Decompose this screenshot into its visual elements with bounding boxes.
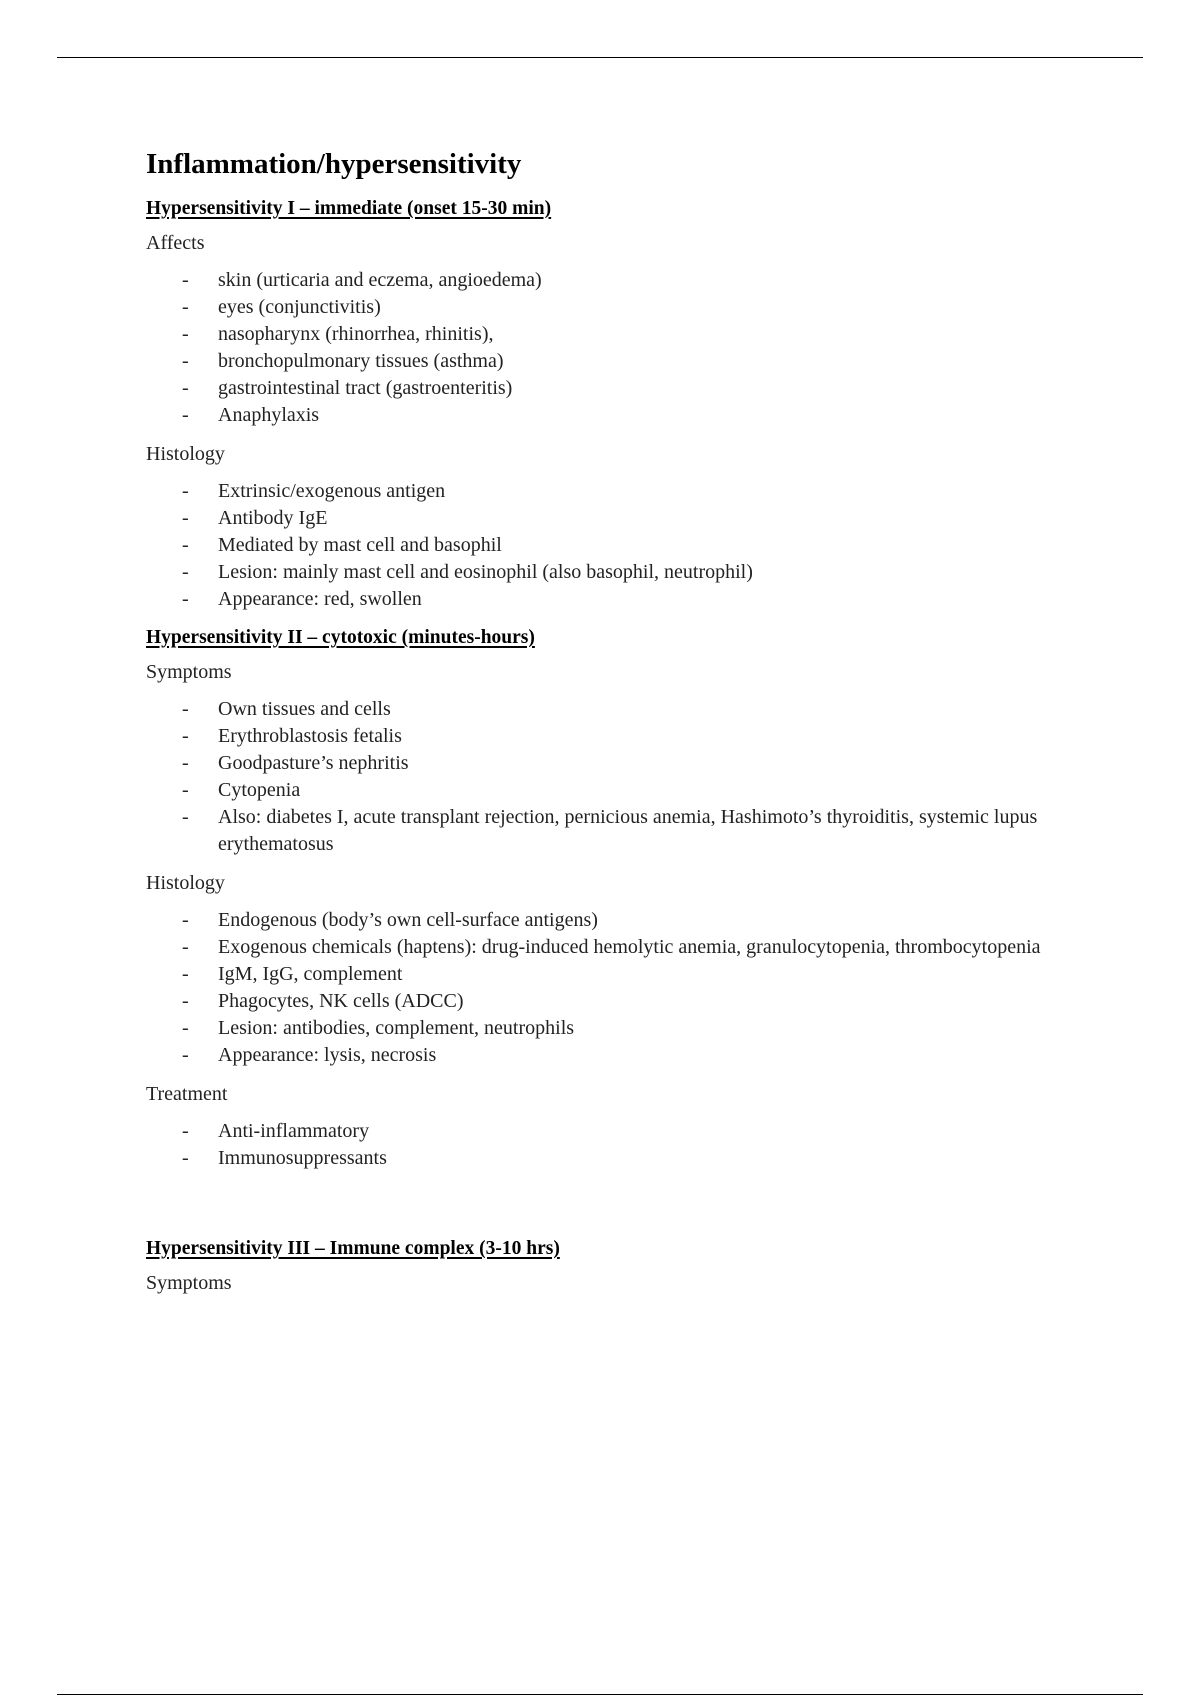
list-item: - Goodpasture’s nephritis	[182, 752, 409, 774]
group-label-histology: Histology	[146, 443, 225, 465]
top-rule	[57, 57, 1143, 58]
list-item: - Lesion: mainly mast cell and eosinophil (also basophil, neutrophil)	[182, 561, 753, 583]
section-heading-type-1: Hypersensitivity I – immediate (onset 15-30 min)	[146, 198, 552, 219]
list-item: - Own tissues and cells	[182, 698, 391, 720]
group-label-affects: Affects	[146, 232, 205, 254]
page-title: Inflammation/hypersensitivity	[146, 148, 522, 180]
list-item: - Anti-inflammatory	[182, 1120, 370, 1142]
list-item: - bronchopulmonary tissues (asthma)	[182, 350, 504, 372]
symptoms-list	[146, 696, 1096, 858]
list-item: - Antibody IgE	[182, 507, 328, 529]
section-heading-type-2: Hypersensitivity II – cytotoxic (minutes-hours)	[146, 627, 535, 648]
list-item: - Endogenous (body’s own cell-surface antigens)	[182, 909, 598, 931]
list-item: - Exogenous chemicals (haptens): drug-induced hemolytic anemia, granulocytopenia, thrombocytopenia	[182, 936, 1041, 958]
histology-list	[146, 478, 1096, 613]
affects-list	[146, 267, 1096, 429]
list-item: - gastrointestinal tract (gastroenteritis)	[182, 377, 513, 399]
list-item: - Extrinsic/exogenous antigen	[182, 480, 446, 502]
list-item: - Anaphylaxis	[182, 404, 320, 426]
list-item: - IgM, IgG, complement	[182, 963, 403, 985]
histology-list	[146, 907, 1096, 1069]
section-heading-type-3: Hypersensitivity III – Immune complex (3-10 hrs)	[146, 1238, 560, 1259]
list-item: - Appearance: red, swollen	[182, 588, 422, 610]
list-item: - Erythroblastosis fetalis	[182, 725, 402, 747]
list-item: - Mediated by mast cell and basophil	[182, 534, 502, 556]
list-item: - Phagocytes, NK cells (ADCC)	[182, 990, 464, 1012]
list-item: - Appearance: lysis, necrosis	[182, 1044, 437, 1066]
group-label-symptoms: Symptoms	[146, 661, 232, 683]
bottom-rule	[57, 1694, 1143, 1695]
document-body	[146, 140, 1096, 1295]
list-item: - Cytopenia	[182, 779, 301, 801]
group-label-treatment: Treatment	[146, 1083, 228, 1105]
list-item: - Immunosuppressants	[182, 1147, 387, 1169]
list-item: - Also: diabetes I, acute transplant rejection, pernicious anemia, Hashimoto’s thyroiditis, systemic lupus erythematosus	[182, 806, 1038, 855]
group-label-histology: Histology	[146, 872, 225, 894]
list-item: - Lesion: antibodies, complement, neutrophils	[182, 1017, 575, 1039]
list-item: - eyes (conjunctivitis)	[182, 296, 381, 318]
list-item: - nasopharynx (rhinorrhea, rhinitis),	[182, 323, 494, 345]
treatment-list	[146, 1118, 1096, 1172]
list-item: - skin (urticaria and eczema, angioedema)	[182, 269, 542, 291]
group-label-symptoms: Symptoms	[146, 1272, 232, 1294]
